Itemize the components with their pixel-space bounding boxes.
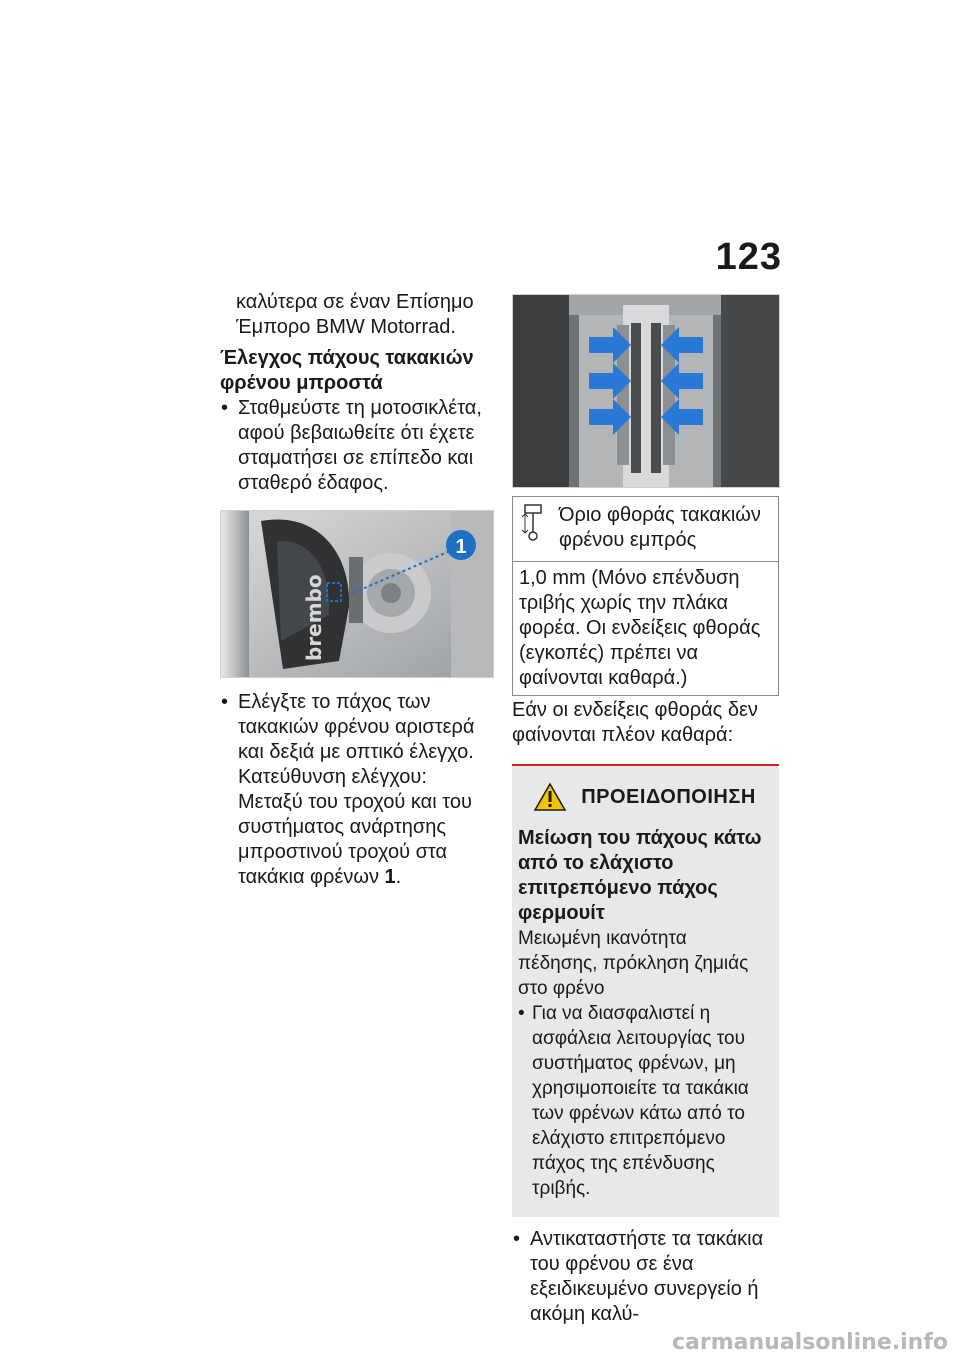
warning-text: Μειωμένη ικανότητα πέδησης, πρόκληση ζημιάς στο φρένο (518, 928, 749, 999)
intro-text: καλύτερα σε έναν Επίσημο Έμπορο BMW Motorrad. (236, 291, 474, 338)
spec-value: 1,0 mm (Μόνο επένδυση τριβής χωρίς την πλάκα φορέα. Οι ενδείξεις φθοράς (εγκοπές) πρέπει να φαίνονται καθαρά.) (519, 567, 761, 689)
bullet-park: • Σταθμεύστε τη μοτοσικλέτα, αφού βεβαιωθείτε ότι έχετε σταματήσει σε επίπεδο και σταθερό έδαφος. (220, 396, 496, 496)
spec-title: Όριο φθοράς τακακιών φρένου εμπρός (559, 504, 761, 551)
warning-triangle-icon (533, 782, 567, 812)
callout-number: 1 (455, 536, 467, 558)
warning-box (512, 764, 779, 1217)
spec-header (513, 497, 778, 562)
warning-label: ΠΡΟΕΙΔΟΠΟΙΗΣΗ (581, 785, 756, 808)
brake-pads-image (513, 295, 779, 487)
brembo-logo: brembo (302, 574, 326, 661)
reference-number: 1 (384, 866, 396, 888)
after-spec-text: Εάν οι ενδείξεις φθοράς δεν φαίνονται πλέον καθαρά: (512, 699, 758, 746)
check-text: Ελέγξτε το πάχος των τακακιών φρένου αριστερά και δεξιά με οπτικό έλεγχο. Κατεύθυνση ελέγχου: Μεταξύ του τροχού και του συστήματος ανάρτησης μπροστινού τροχού στα τακάκια φρένων (238, 691, 475, 888)
warning-bullet: • Για να διασφαλιστεί η ασφάλεια λειτουργίας του συστήματος φρένων, μη χρησιμοποιείτε τα τακάκια των φρένων κάτω από το ελάχιστο επιτρεπόμενο πάχος της επένδυσης τριβής. (518, 1001, 771, 1201)
bullet-check (220, 690, 496, 890)
brake-caliper-photo (220, 510, 494, 678)
brake-pads-photo (512, 294, 780, 488)
brake-caliper-image (221, 511, 493, 677)
warning-title (518, 782, 771, 812)
section-heading: Έλεγχος πάχους τακακιών φρένου μπροστά (220, 347, 474, 394)
bullet-replace: • Αντικαταστήστε τα τακάκια του φρένου σε ένα εξειδικευμένο συνεργείο ή ακόμη καλύ- (512, 1227, 779, 1327)
watermark: carmanualsonline.info (672, 1330, 948, 1355)
page-number: 123 (715, 236, 782, 278)
spec-table (512, 496, 779, 696)
left-column (220, 290, 496, 890)
warning-heading: Μείωση του πάχους κάτω από το ελάχιστο επιτρεπόμενο πάχος φερμουίτ (518, 827, 762, 924)
right-column (512, 294, 779, 1327)
wear-limit-icon (519, 503, 559, 553)
check-end: . (395, 866, 402, 888)
spec-body (513, 562, 778, 695)
